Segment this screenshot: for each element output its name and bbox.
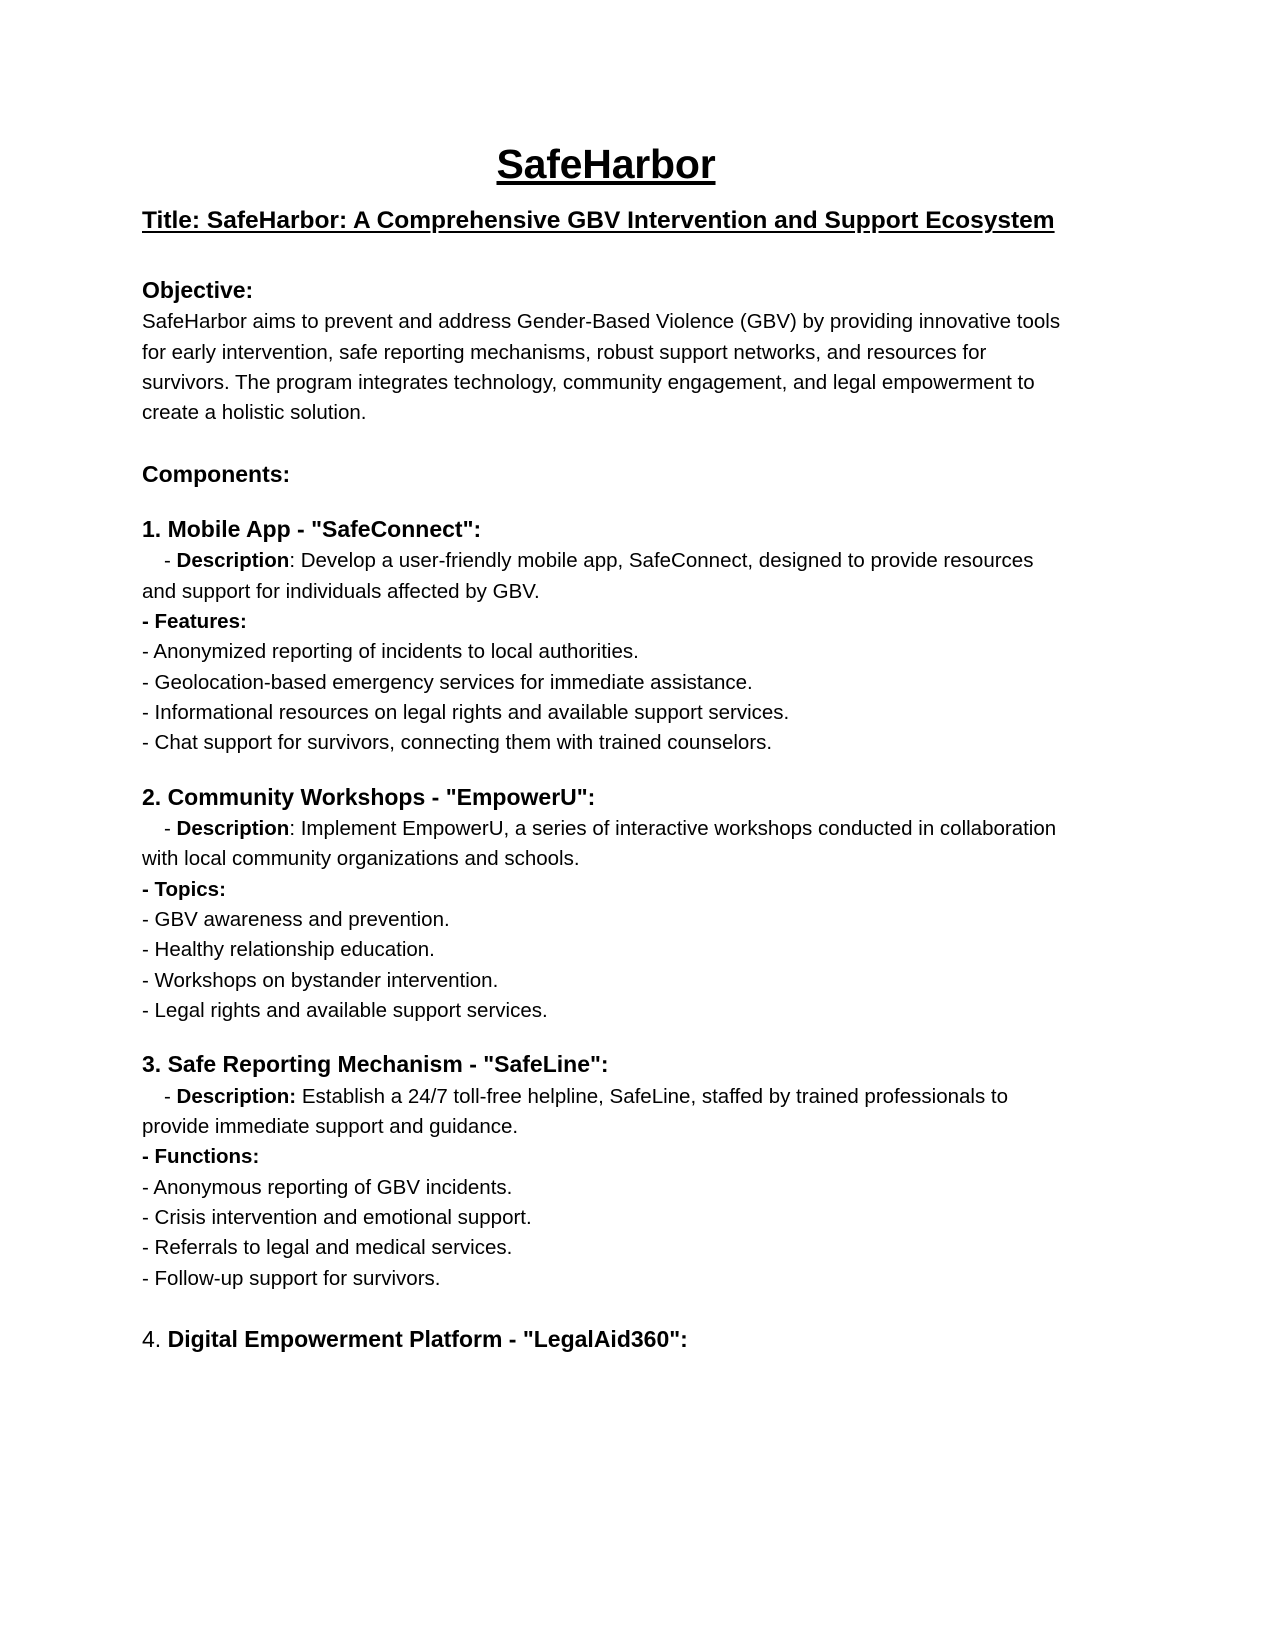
list-item: - GBV awareness and prevention.: [142, 908, 450, 932]
list-item: - Healthy relationship education.: [142, 938, 435, 962]
component-1-description: [142, 546, 1070, 607]
document-subtitle-text: Title: SafeHarbor: A Comprehensive GBV Intervention and Support Ecosystem: [142, 207, 1055, 235]
component-2-sub-heading: - Topics:: [142, 877, 226, 901]
component-3-sub-heading: - Functions:: [142, 1145, 260, 1169]
description-label: Description: [176, 817, 290, 841]
component-3-description: [142, 1082, 1070, 1143]
description-text: Implement EmpowerU, a series of interactive workshops conducted in collaboration with local community organizations and schools.: [142, 817, 1057, 871]
page-title: [142, 140, 1070, 188]
component-4-heading: [142, 1324, 1070, 1354]
document-subtitle: [142, 202, 1070, 241]
list-item: - Geolocation-based emergency services for immediate assistance.: [142, 670, 753, 694]
list-item: - Chat support for survivors, connecting them with trained counselors.: [142, 731, 773, 755]
list-item: - Workshops on bystander intervention.: [142, 968, 499, 992]
description-text: Develop a user-friendly mobile app, SafeConnect, designed to provide resources and support for individuals affected by GBV.: [142, 549, 1034, 603]
component-2-heading: 2. Community Workshops - "EmpowerU":: [142, 783, 596, 810]
dash: -: [164, 817, 177, 841]
components-heading: Components:: [142, 460, 291, 487]
page-title-text: SafeHarbor: [496, 141, 716, 187]
list-item: - Informational resources on legal rights and available support services.: [142, 701, 790, 725]
objective-text: SafeHarbor aims to prevent and address Gender-Based Violence (GBV) by providing innovative tools for early intervention, safe reporting mechanisms, robust support networks, and resources for survivors. The program integrates technology, community engagement, and legal empowerment to create a holistic solution.: [142, 310, 1061, 425]
description-label: Description: [176, 549, 290, 573]
description-separator: :: [289, 817, 301, 841]
spacer: [142, 429, 1070, 459]
list-item: - Anonymous reporting of GBV incidents.: [142, 1175, 513, 1199]
spacer: [142, 1026, 1070, 1049]
objective-heading: Objective:: [142, 277, 254, 304]
component-1-sub-heading: - Features:: [142, 610, 247, 634]
list-item: - Follow-up support for survivors.: [142, 1266, 441, 1290]
component-4-number: 4.: [142, 1326, 168, 1353]
description-label: Description:: [176, 1084, 297, 1108]
component-3-heading: 3. Safe Reporting Mechanism - "SafeLine":: [142, 1051, 609, 1078]
dash: -: [164, 1084, 177, 1108]
spacer: [142, 1294, 1070, 1324]
list-item: - Anonymized reporting of incidents to local authorities.: [142, 640, 639, 664]
list-item: - Referrals to legal and medical services.: [142, 1236, 513, 1260]
list-item: - Crisis intervention and emotional support.: [142, 1206, 532, 1230]
dash: -: [164, 549, 177, 573]
component-4-heading-text: Digital Empowerment Platform - "LegalAid360":: [167, 1326, 688, 1353]
component-1-heading: 1. Mobile App - "SafeConnect":: [142, 516, 482, 543]
spacer: [142, 491, 1070, 514]
list-item: - Legal rights and available support services.: [142, 999, 548, 1023]
component-2-description: [142, 814, 1070, 875]
spacer: [142, 759, 1070, 782]
description-separator: :: [289, 549, 301, 573]
description-text: Establish a 24/7 toll-free helpline, SafeLine, staffed by trained professionals to provide immediate support and guidance.: [142, 1084, 1009, 1139]
